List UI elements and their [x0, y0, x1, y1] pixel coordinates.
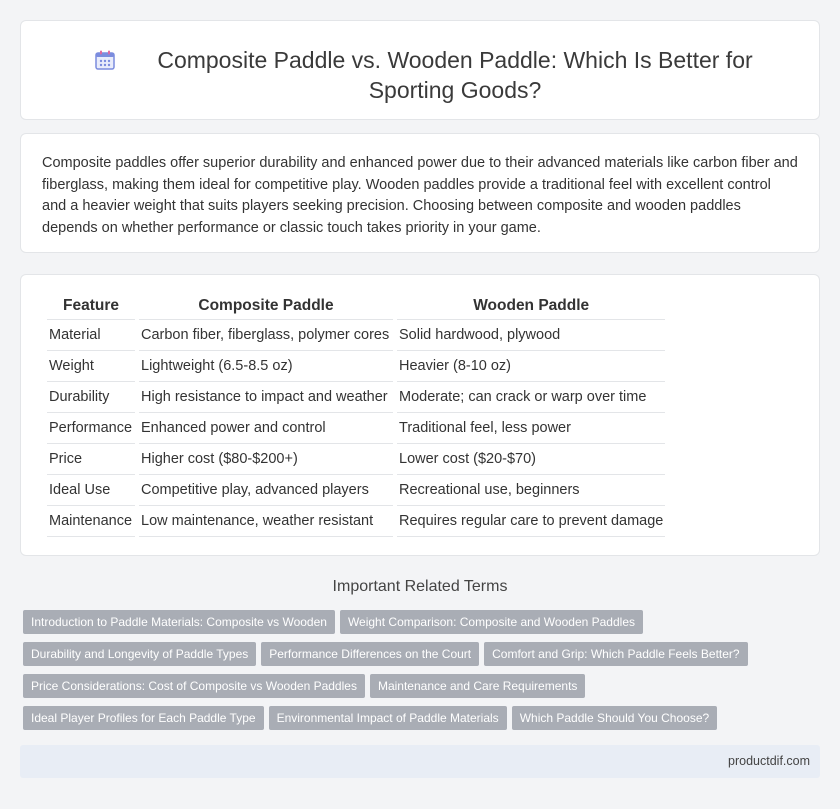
related-terms-heading: Important Related Terms [332, 578, 508, 595]
table-cell: Durability [47, 382, 135, 413]
table-cell: Carbon fiber, fiberglass, polymer cores [139, 320, 393, 351]
table-cell: Higher cost ($80-$200+) [139, 444, 393, 475]
related-tag[interactable]: Durability and Longevity of Paddle Types [23, 642, 256, 666]
table-cell: Lower cost ($20-$70) [397, 444, 665, 475]
table-cell: Moderate; can crack or warp over time [397, 382, 665, 413]
table-cell: High resistance to impact and weather [139, 382, 393, 413]
table-cell: Requires regular care to prevent damage [397, 506, 665, 537]
table-cell: Weight [47, 351, 135, 382]
table-row [47, 506, 665, 537]
header-wooden: Wooden Paddle [397, 293, 665, 320]
table-cell: Competitive play, advanced players [139, 475, 393, 506]
title-card [20, 20, 820, 120]
table-cell: Traditional feel, less power [397, 413, 665, 444]
table-cell: Enhanced power and control [139, 413, 393, 444]
table-cell: Ideal Use [47, 475, 135, 506]
table-row [47, 320, 665, 351]
tag-row [23, 610, 813, 642]
related-terms-tags [23, 610, 813, 738]
related-tag[interactable]: Comfort and Grip: Which Paddle Feels Better? [484, 642, 747, 666]
related-tag[interactable]: Introduction to Paddle Materials: Composite vs Wooden [23, 610, 335, 634]
comparison-table [43, 293, 669, 537]
footer-site-link[interactable]: productdif.com [728, 754, 810, 768]
related-tag[interactable]: Environmental Impact of Paddle Materials [269, 706, 507, 730]
table-row [47, 413, 665, 444]
table-cell: Material [47, 320, 135, 351]
table-row [47, 382, 665, 413]
related-tag[interactable]: Ideal Player Profiles for Each Paddle Type [23, 706, 264, 730]
table-row [47, 351, 665, 382]
comparison-table-card [20, 274, 820, 556]
related-tag[interactable]: Which Paddle Should You Choose? [512, 706, 717, 730]
intro-card [20, 133, 820, 253]
table-cell: Lightweight (6.5-8.5 oz) [139, 351, 393, 382]
table-cell: Low maintenance, weather resistant [139, 506, 393, 537]
footer [20, 745, 820, 778]
table-cell: Heavier (8-10 oz) [397, 351, 665, 382]
table-cell: Recreational use, beginners [397, 475, 665, 506]
related-tag[interactable]: Performance Differences on the Court [261, 642, 479, 666]
tag-row [23, 706, 813, 738]
related-tag[interactable]: Price Considerations: Cost of Composite vs Wooden Paddles [23, 674, 365, 698]
table-row [47, 475, 665, 506]
table-cell: Maintenance [47, 506, 135, 537]
header-feature: Feature [47, 293, 135, 320]
table-header-row [47, 293, 665, 320]
header-composite: Composite Paddle [139, 293, 393, 320]
page-title: Composite Paddle vs. Wooden Paddle: Which Is Better for Sporting Goods? [157, 47, 753, 103]
table-cell: Solid hardwood, plywood [397, 320, 665, 351]
table-row [47, 444, 665, 475]
tag-row [23, 642, 813, 674]
related-tag[interactable]: Weight Comparison: Composite and Wooden Paddles [340, 610, 643, 634]
tag-row [23, 674, 813, 706]
calendar-icon [93, 48, 117, 72]
table-cell: Performance [47, 413, 135, 444]
intro-paragraph: Composite paddles offer superior durability and enhanced power due to their advanced materials like carbon fiber and fiberglass, making them ideal for competitive play. Wooden paddles provide a traditional feel with excellent control and a heavier weight that suits players seeking precision. Choosing between composite and wooden paddles depends on whether performance or classic touch takes priority in your game. [42, 155, 798, 236]
table-cell: Price [47, 444, 135, 475]
related-tag[interactable]: Maintenance and Care Requirements [370, 674, 585, 698]
